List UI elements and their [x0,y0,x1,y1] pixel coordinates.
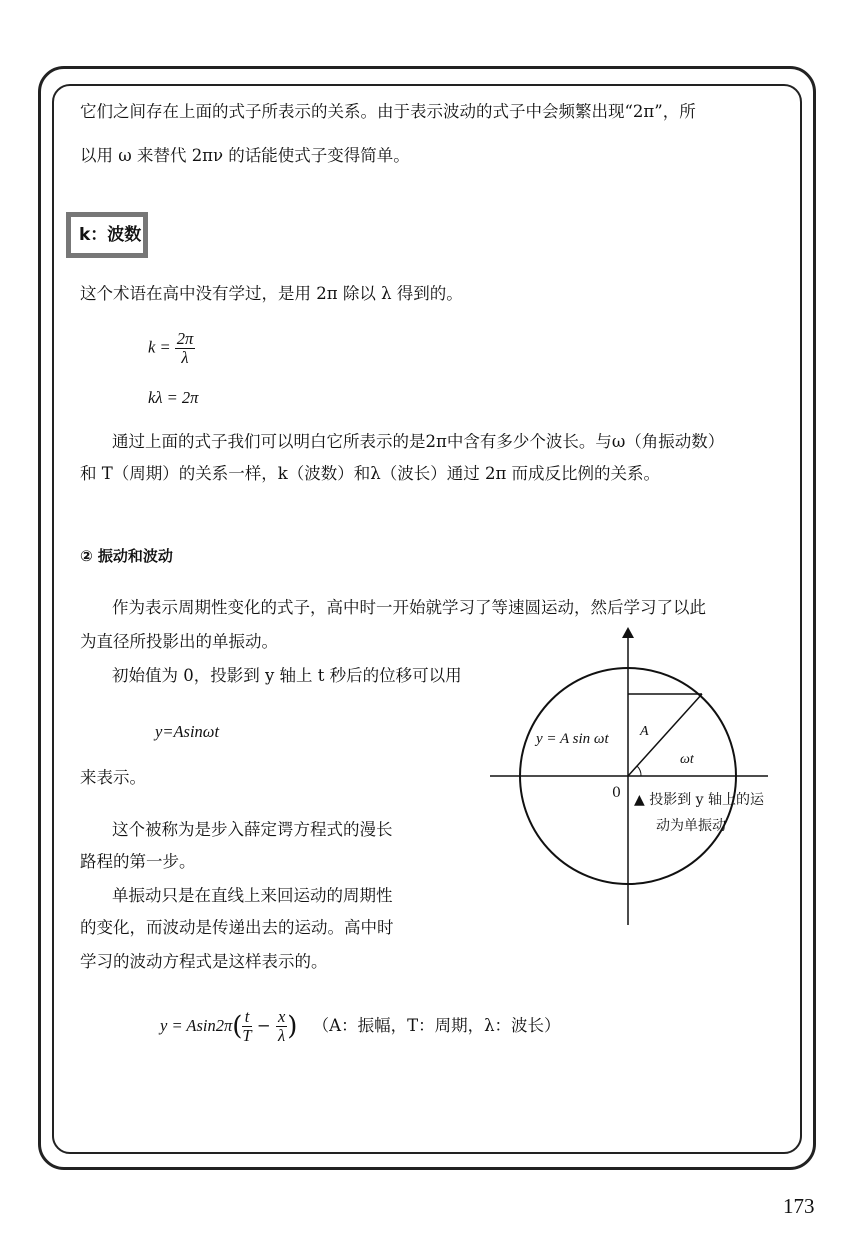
paragraph-4-line-1: 这个被称为是步入薛定谔方程式的漫长 [112,820,393,839]
paragraph-1-line-2: 以用 ω 来替代 2πν 的话能使式子变得简单。 [80,146,410,165]
paragraph-4-line-5: 学习的波动方程式是这样表示的。 [80,952,328,971]
paragraph-3-line-1: 作为表示周期性变化的式子，高中时一开始就学习了等速圆运动，然后学习了以此 [112,598,706,617]
paragraph-2-line-1: 通过上面的式子我们可以明白它所表示的是2π中含有多少个波长。与ω（角振动数） [112,432,725,451]
figure-caption-line-2: 动为单振动 [656,818,726,834]
eq1-lhs: k = [148,337,171,357]
eq1-den: λ [181,348,189,367]
figure-label-y: y = A sin ωt [536,731,609,747]
paragraph-4-line-2: 路程的第一步。 [80,852,196,871]
angle-arc [637,766,641,776]
page-number: 173 [783,1194,815,1218]
equation-k-lambda: kλ = 2π [148,388,199,407]
paragraph-2-line-2: 和 T（周期）的关系一样，k（波数）和λ（波长）通过 2π 而成反比例的关系。 [80,464,661,483]
eq4-t: t [242,1008,251,1027]
figure-label-A: A [640,724,649,739]
paragraph-1-line-1: 它们之间存在上面的式子所表示的关系。由于表示波动的式子中会频繁出现“2π”，所 [80,102,696,121]
eq4-legend: （A：振幅，T：周期，λ：波长） [312,1016,561,1035]
paragraph-4-line-3: 单振动只是在直线上来回运动的周期性 [112,886,393,905]
section-2-title: ② 振动和波动 [80,547,173,565]
eq1-num: 2π [176,329,194,348]
figure-label-wt: ωt [680,752,694,767]
eq4-T: T [242,1026,252,1045]
figure-origin: 0 [612,785,621,801]
k-intro: 这个术语在高中没有学过，是用 2π 除以 λ 得到的。 [80,284,463,303]
heading-wave-number: k：波数 [66,212,148,258]
eq4-lhs: y = Asin2π [160,1016,233,1035]
eq4-lambda: λ [278,1026,286,1045]
equation-simple-harmonic: y=Asinωt [155,722,220,741]
figure-caption-line-1: ▲ 投影到 y 轴上的运 [634,792,765,808]
paragraph-3-line-3: 初始值为 0，投影到 y 轴上 t 秒后的位移可以用 [112,666,462,685]
y-axis-arrow-icon [622,627,634,638]
equation-wave: y = Asin2π( $\frac{t}{T}$ − $\frac{x}{\lambda}$ ) （A：振幅，T：周期，λ：波长） [160,1007,561,1045]
eq4-x: x [277,1007,286,1026]
paragraph-3-line-2: 为直径所投影出的单振动。 [80,632,278,651]
paragraph-4-line-4: 的变化，而波动是传递出去的运动。高中时 [80,918,394,937]
expressed-text: 来表示。 [80,768,146,787]
